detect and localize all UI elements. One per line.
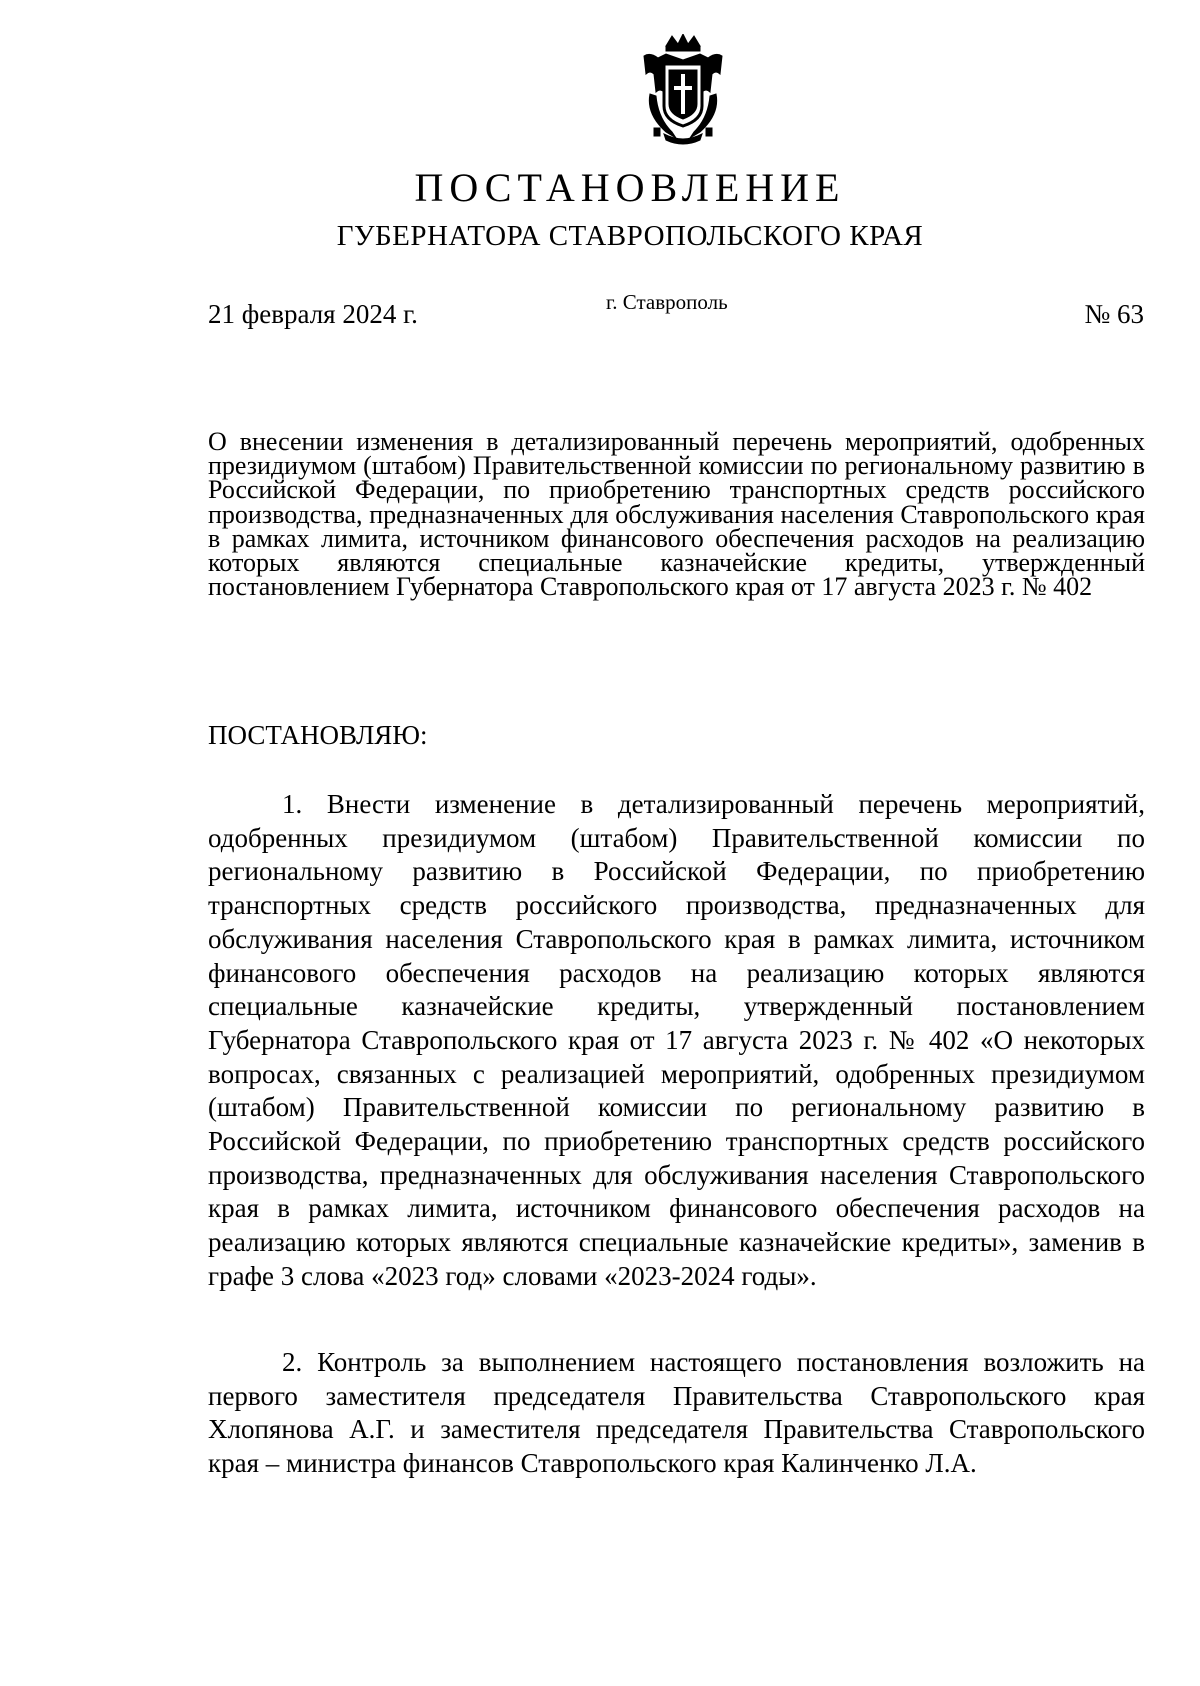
document-title: О внесении изменения в детализированный перечень мероприятий, одобренных президиумом (штабом) Правительственной комиссии по региональному развитию в Российской Федерации, по приобретению транспортных средств российского производства, предназначенных для обслуживания населения Ставропольского края в рамках лимита, источником финансового обеспечения расходов на реализацию которых являются специальные казначейские кредиты, утвержденный постановлением Губернатора Ставропольского края от 17 августа 2023 г. № 402 <box>208 427 1145 602</box>
document-number: № 63 <box>1084 299 1144 329</box>
issuer-heading: ГУБЕРНАТОРА СТАВРОПОЛЬСКОГО КРАЯ <box>336 220 924 252</box>
resolve-heading: ПОСТАНОВЛЯЮ: <box>208 720 428 750</box>
coat-of-arms-icon <box>636 34 730 146</box>
document-city: г. Ставрополь <box>606 290 728 314</box>
paragraph-1: 1. Внести изменение в детализированный перечень мероприятий, одобренных президиумом (штабом) Правительственной комиссии по региональному развитию в Российской Федерации, по приобретению транспортных средств российского производства, предназначенных для обслуживания населения Ставропольского края в рамках лимита, источником финансового обеспечения расходов на реализацию которых являются специальные казначейские кредиты, утвержденный постановлением Губернатора Ставропольского края от 17 августа 2023 г. № 402 «О некоторых вопросах, связанных с реализацией мероприятий, одобренных президиумом (штабом) Правительственной комиссии по региональному развитию в Российской Федерации, по приобретению транспортных средств российского производства, предназначенных для обслуживания населения Ставропольского края в рамках лимита, источником финансового обеспечения расходов на реализацию которых являются специальные казначейские кредиты», заменив в графе 3 слова «2023 год» словами «2023-2024 годы». <box>208 789 1145 1291</box>
document-date: 21 февраля 2024 г. <box>208 299 418 329</box>
document-type-heading: ПОСТАНОВЛЕНИЕ <box>414 165 846 210</box>
paragraph-2: 2. Контроль за выполнением настоящего постановления возложить на первого заместителя председателя Правительства Ставропольского края Хлопянова А.Г. и заместителя председателя Правительства Ставропольского края – министра финансов Ставропольского края Калинченко Л.А. <box>208 1347 1145 1478</box>
